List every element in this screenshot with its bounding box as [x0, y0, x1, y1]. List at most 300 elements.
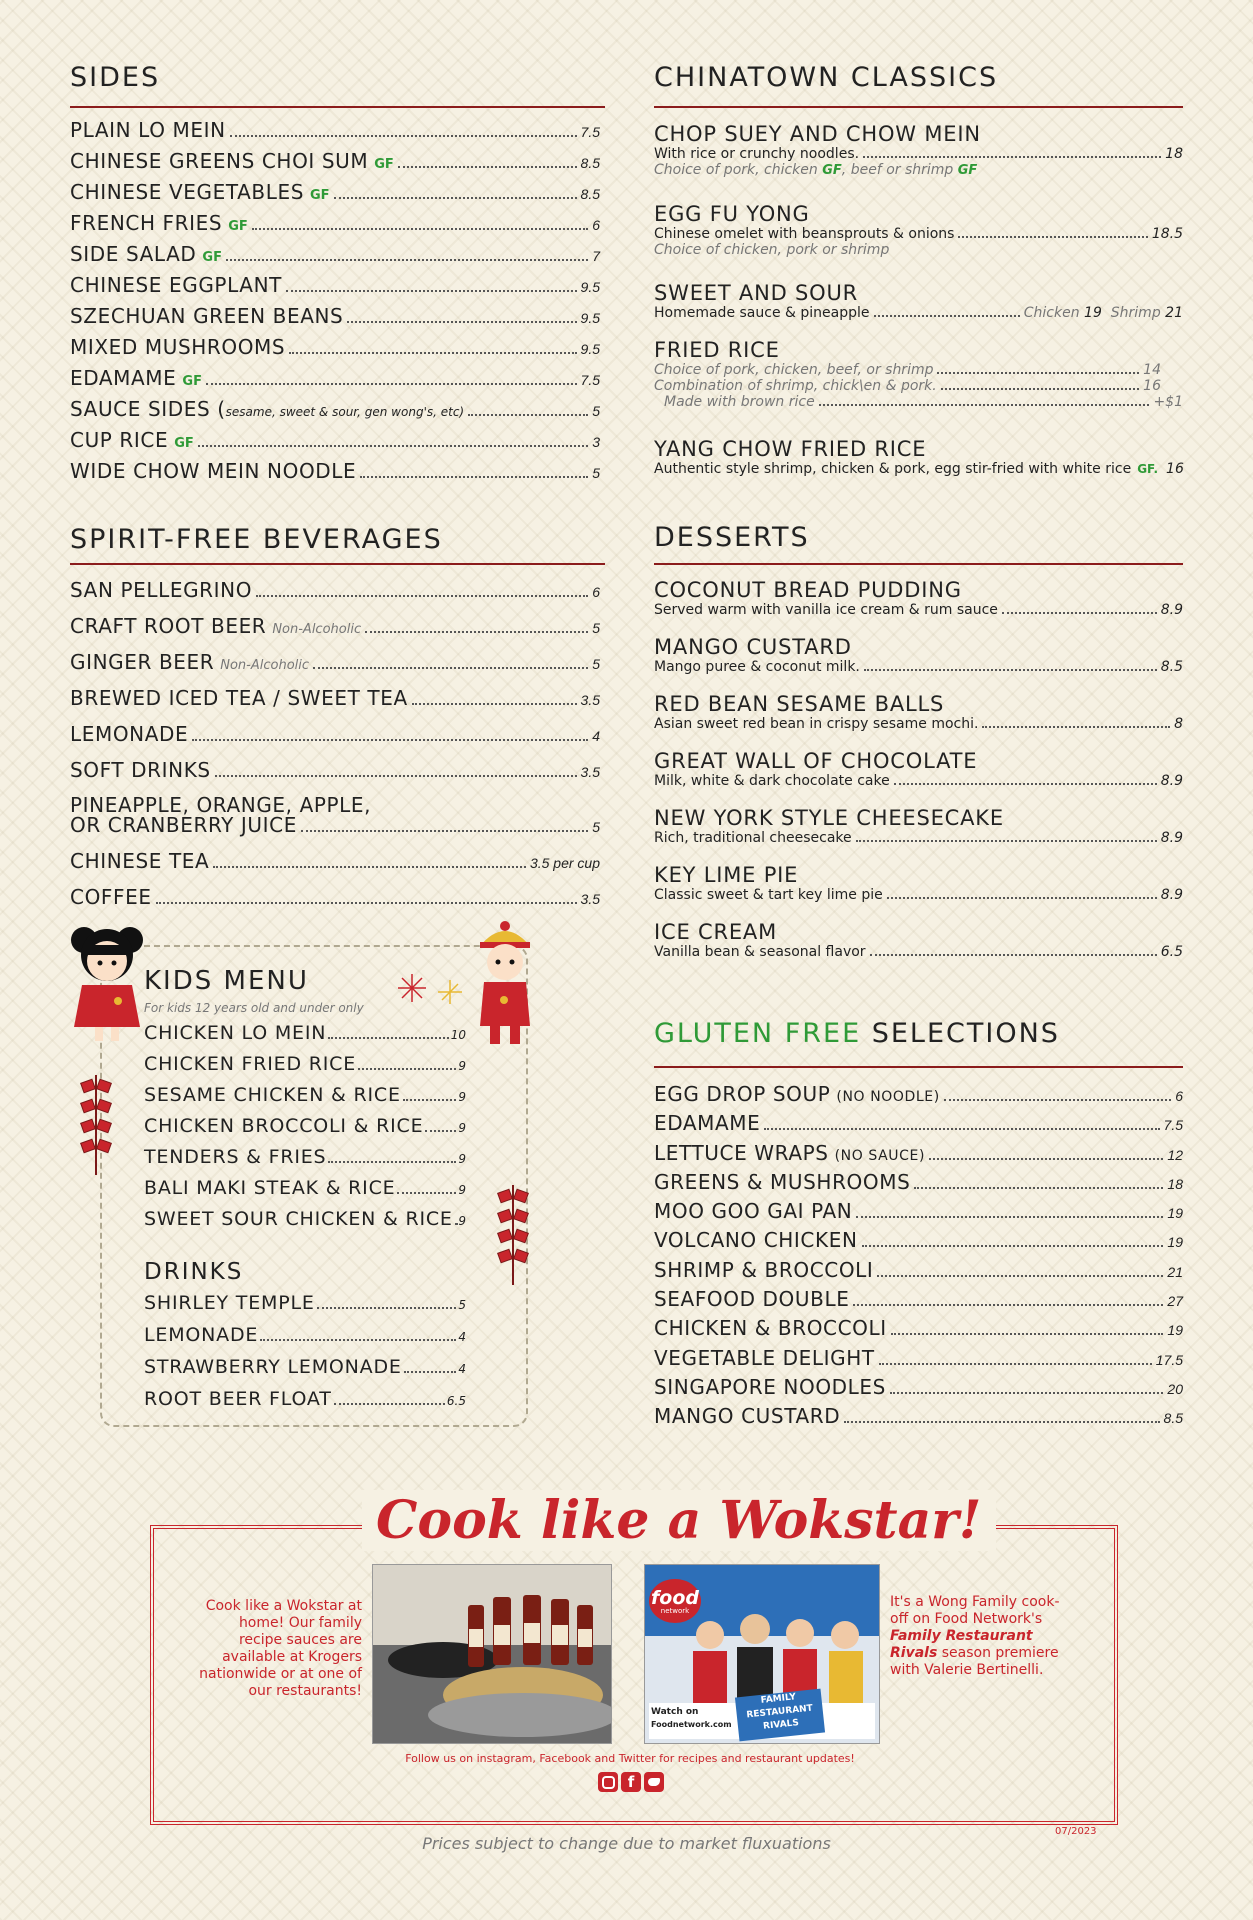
- menu-row: [70, 614, 600, 650]
- dot-leader: [260, 1339, 456, 1341]
- item-price: 9.5: [580, 310, 600, 326]
- item-option: Choice of pork, chicken, beef, or shrimp: [654, 362, 934, 378]
- dot-leader: [206, 383, 577, 385]
- item-name: FRIED RICE: [654, 338, 780, 362]
- item-name: WIDE CHOW MEIN NOODLE: [70, 459, 357, 483]
- menu-row: [70, 211, 600, 242]
- menu-row: [144, 1356, 466, 1378]
- dot-leader: [334, 1403, 445, 1405]
- rivals-banner-line: RIVALS: [762, 1718, 800, 1732]
- item-price: 8.5: [580, 186, 600, 202]
- item-price: 8: [1174, 716, 1183, 732]
- menu-row: [70, 242, 600, 273]
- item-desc-row: [654, 887, 1183, 903]
- dot-leader: [226, 259, 588, 261]
- menu-row: [144, 1292, 466, 1314]
- item-price: 6: [592, 217, 600, 233]
- dot-leader: [914, 1187, 1163, 1189]
- menu-row: [70, 813, 600, 849]
- dot-leader: [198, 445, 588, 447]
- item-name: LEMONADE: [70, 722, 189, 746]
- dot-leader: [853, 1304, 1163, 1306]
- egg-fu-yong-item: [654, 202, 1183, 258]
- classics-title: CHINATOWN CLASSICS: [654, 62, 999, 93]
- item-desc-row: [654, 659, 1183, 675]
- rivals-banner: [735, 1689, 825, 1742]
- food-network-logo: food: [649, 1579, 701, 1623]
- menu-row: [654, 1316, 1183, 1345]
- dot-leader: [864, 669, 1157, 671]
- menu-row: [70, 397, 600, 428]
- item-name: STRAWBERRY LEMONADE: [144, 1356, 402, 1378]
- item-desc: Rich, traditional cheesecake: [654, 830, 852, 846]
- item-price: 3.5: [580, 692, 600, 708]
- item-price: 21: [1165, 305, 1183, 321]
- sauce-bottles-photo: [372, 1564, 612, 1744]
- menu-row: [654, 1404, 1183, 1433]
- menu-row: [654, 1141, 1183, 1170]
- sides-rule: [70, 106, 605, 108]
- item-name: CHINESE EGGPLANT: [70, 273, 282, 297]
- dot-leader: [252, 228, 588, 230]
- fireworks-icon: [392, 970, 472, 1010]
- item-name: LEMONADE: [144, 1324, 259, 1346]
- dot-leader: [213, 866, 526, 868]
- item-name: SWEET SOUR CHICKEN & RICE: [144, 1208, 453, 1230]
- item-price: 4: [592, 728, 600, 744]
- item-price: 18: [1167, 1175, 1183, 1192]
- item-option: Choice of pork, chicken: [654, 162, 823, 178]
- dot-leader: [944, 1099, 1171, 1101]
- item-price: 12: [1167, 1146, 1183, 1163]
- item-price: 5: [592, 819, 600, 835]
- firecracker-right-icon: [495, 1185, 531, 1285]
- menu-row: [70, 722, 600, 758]
- item-desc-row: [654, 602, 1183, 618]
- menu-row: [144, 1146, 466, 1168]
- item-name: SEAFOOD DOUBLE: [654, 1287, 850, 1312]
- item-desc: Vanilla bean & seasonal flavor: [654, 944, 866, 960]
- sauce-bottles-image: [373, 1565, 611, 1743]
- dot-leader: [856, 1216, 1163, 1218]
- item-name: NEW YORK STYLE CHEESECAKE: [654, 806, 1004, 830]
- item-price: 19: [1167, 1322, 1183, 1339]
- item-price: 9: [458, 1214, 466, 1228]
- item-option: Made with brown rice: [664, 394, 815, 410]
- item-name: COFFEE: [70, 885, 152, 909]
- item-price: 5: [592, 656, 600, 672]
- dot-leader: [887, 897, 1157, 899]
- item-note: Non-Alcoholic: [272, 622, 362, 637]
- item-name: CHOP SUEY AND CHOW MEIN: [654, 122, 981, 146]
- item-name: KEY LIME PIE: [654, 863, 799, 887]
- gf-badge: GF: [228, 219, 248, 234]
- item-name: VOLCANO CHICKEN: [654, 1228, 858, 1253]
- item-name: SIDE SALAD: [70, 242, 197, 266]
- item-name: BALI MAKI STEAK & RICE: [144, 1177, 396, 1199]
- boy-illustration: [470, 918, 540, 1048]
- item-price: 8.5: [580, 155, 600, 171]
- item-name: EGG DROP SOUP: [654, 1082, 831, 1106]
- dot-leader: [856, 840, 1157, 842]
- prices-disclaimer: Prices subject to change due to market fluxuations: [422, 1834, 831, 1853]
- item-price: 14: [1143, 362, 1161, 378]
- gluten-free-title-rest: SELECTIONS: [871, 1018, 1060, 1049]
- item-name: CHINESE GREENS CHOI SUM: [70, 149, 369, 173]
- follow-text: Follow us on instagram, Facebook and Twitter for recipes and restaurant updates!: [405, 1752, 855, 1765]
- menu-row: [144, 1324, 466, 1346]
- item-name: SAN PELLEGRINO: [70, 578, 253, 602]
- gluten-free-rule: [654, 1066, 1183, 1068]
- show-name: Family Restaurant Rivals: [890, 1628, 1033, 1661]
- item-price: 7: [592, 248, 600, 264]
- item-name: SWEET AND SOUR: [654, 281, 859, 305]
- dot-leader: [455, 1223, 457, 1225]
- item-note: (NO SAUCE): [834, 1147, 926, 1164]
- menu-row: [144, 1053, 466, 1075]
- dot-leader: [301, 830, 588, 832]
- dessert-item: [654, 635, 1183, 692]
- item-desc: Chinese omelet with beansprouts & onions: [654, 226, 955, 242]
- item-name: MOO GOO GAI PAN: [654, 1199, 853, 1224]
- menu-row: [70, 459, 600, 490]
- item-name: ICE CREAM: [654, 920, 778, 944]
- dot-leader: [879, 1363, 1152, 1365]
- dot-leader: [192, 739, 588, 741]
- item-price: 6: [1175, 1088, 1183, 1104]
- menu-row: [654, 1346, 1183, 1375]
- item-name: SHIRLEY TEMPLE: [144, 1292, 315, 1314]
- promo-right-text: [890, 1594, 1060, 1679]
- social-icons: [598, 1772, 664, 1792]
- dessert-item: [654, 806, 1183, 863]
- menu-row: [70, 273, 600, 304]
- item-name: EDAMAME: [70, 366, 177, 390]
- item-name: SAUCE SIDES (: [70, 397, 226, 421]
- menu-row: [70, 650, 600, 686]
- menu-row: [70, 686, 600, 722]
- item-price: 19: [1167, 1234, 1183, 1251]
- item-note: sesame, sweet & sour, gen wong's, etc): [225, 405, 465, 419]
- kids-items-list: [144, 1022, 466, 1239]
- item-price: 17.5: [1155, 1351, 1183, 1368]
- item-name: EDAMAME: [654, 1111, 761, 1136]
- item-name: YANG CHOW FRIED RICE: [654, 437, 927, 461]
- item-price: 5: [592, 465, 600, 481]
- item-price: 4: [458, 1362, 466, 1376]
- item-name: PINEAPPLE, ORANGE, APPLE,: [70, 793, 372, 817]
- option-label: Shrimp: [1110, 305, 1161, 321]
- item-name: BREWED ICED TEA / SWEET TEA: [70, 686, 408, 710]
- dot-leader: [844, 1421, 1159, 1423]
- item-price: 9: [458, 1152, 466, 1166]
- firecracker-left-icon: [78, 1075, 114, 1175]
- kids-drinks-list: [144, 1292, 466, 1420]
- gf-badge: GF.: [1137, 462, 1159, 476]
- item-price: 6.5: [1160, 944, 1183, 960]
- item-name: GREENS & MUSHROOMS: [654, 1169, 911, 1194]
- dot-leader: [890, 1392, 1163, 1394]
- item-name: TENDERS & FRIES: [144, 1146, 327, 1168]
- item-name: GREAT WALL OF CHOCOLATE: [654, 749, 978, 773]
- menu-row: [654, 1228, 1183, 1257]
- menu-row: [70, 758, 600, 793]
- dot-leader: [862, 1245, 1164, 1247]
- item-name: SINGAPORE NOODLES: [654, 1374, 886, 1399]
- dot-leader: [398, 166, 577, 168]
- dot-leader: [334, 197, 577, 199]
- menu-row: [70, 118, 600, 149]
- watch-url: Foodnetwork.com: [651, 1720, 732, 1729]
- menu-row: [144, 1115, 466, 1137]
- menu-row: [70, 180, 600, 211]
- item-price: 3.5: [580, 891, 600, 907]
- menu-row: [654, 1375, 1183, 1404]
- item-price: 9: [458, 1090, 466, 1104]
- dot-leader: [877, 1275, 1163, 1277]
- dot-leader: [347, 321, 576, 323]
- item-name: CHICKEN LO MEIN: [144, 1022, 327, 1044]
- instagram-icon[interactable]: [598, 1772, 618, 1792]
- promo-headline: Cook like a Wokstar!: [362, 1490, 996, 1551]
- menu-row: [70, 335, 600, 366]
- menu-row: [654, 1170, 1183, 1199]
- item-desc-row: [654, 830, 1183, 846]
- gf-badge: GF: [957, 163, 978, 178]
- item-name: LETTUCE WRAPS: [654, 1140, 829, 1165]
- item-desc-row: [654, 716, 1183, 732]
- item-price: 5: [592, 403, 600, 419]
- item-option: , beef or shrimp: [841, 162, 958, 178]
- item-name: SHRIMP & BROCCOLI: [654, 1257, 874, 1282]
- item-price: 20: [1167, 1380, 1183, 1397]
- menu-row: [70, 793, 600, 817]
- item-price: 7.5: [1163, 1117, 1183, 1134]
- item-price: 5: [458, 1298, 466, 1312]
- rivals-banner-line: RESTAURANT: [746, 1703, 814, 1721]
- item-name: CHICKEN FRIED RICE: [144, 1053, 357, 1075]
- item-price: 21: [1167, 1263, 1183, 1280]
- girl-illustration: [62, 915, 152, 1045]
- item-desc: Authentic style shrimp, chicken & pork, egg stir-fried with white rice: [654, 461, 1132, 477]
- gluten-free-title-green: GLUTEN FREE: [654, 1018, 862, 1049]
- promo-left-text: Cook like a Wokstar at home! Our family recipe sauces are available at Krogers nationwide or at one of our restaurants!: [199, 1598, 362, 1699]
- dot-leader: [358, 1068, 456, 1070]
- menu-row: [654, 1258, 1183, 1287]
- gf-badge: GF: [822, 163, 842, 178]
- kids-menu-subtitle: For kids 12 years old and under only: [144, 1001, 364, 1015]
- item-name: SESAME CHICKEN & RICE: [144, 1084, 401, 1106]
- item-note: Non-Alcoholic: [220, 658, 310, 673]
- menu-row: [144, 1388, 466, 1410]
- item-option: Combination of shrimp, chick\en & pork.: [654, 378, 937, 394]
- promo-right-text-a: It's a Wong Family cook-off on Food Network's: [890, 1594, 1060, 1627]
- item-price: 19: [1167, 1205, 1183, 1222]
- menu-row: [144, 1177, 466, 1199]
- dot-leader: [870, 954, 1157, 956]
- dot-leader: [230, 135, 577, 137]
- option-label: Chicken: [1023, 305, 1080, 321]
- dessert-item: [654, 692, 1183, 749]
- fried-rice-item: [654, 338, 1183, 410]
- facebook-icon[interactable]: f: [621, 1772, 641, 1792]
- desserts-title: DESSERTS: [654, 522, 810, 553]
- classics-rule: [654, 106, 1183, 108]
- item-option: Choice of chicken, pork or shrimp: [654, 242, 890, 258]
- item-price: 9.5: [580, 279, 600, 295]
- dot-leader: [894, 783, 1157, 785]
- item-name: ROOT BEER FLOAT: [144, 1388, 332, 1410]
- chop-suey-item: [654, 122, 1183, 178]
- dessert-item: [654, 920, 1183, 977]
- item-price: 19: [1084, 305, 1102, 321]
- gluten-free-title: [654, 1018, 1060, 1049]
- menu-row: [144, 1208, 466, 1230]
- item-price: 8.9: [1160, 602, 1183, 618]
- menu-row: [70, 304, 600, 335]
- item-price: 27: [1167, 1293, 1183, 1310]
- dot-leader: [365, 631, 588, 633]
- menu-row: [70, 366, 600, 397]
- dot-leader: [1002, 612, 1157, 614]
- menu-row: [654, 1287, 1183, 1316]
- item-name: RED BEAN SESAME BALLS: [654, 692, 945, 716]
- gf-badge: GF: [309, 188, 330, 203]
- item-price: 10: [450, 1028, 466, 1042]
- sweet-and-sour-item: [654, 281, 1183, 321]
- item-name: CUP RICE: [70, 428, 169, 452]
- gf-badge: GF: [174, 436, 194, 451]
- item-price: 9: [458, 1121, 466, 1135]
- item-name: CHINESE VEGETABLES: [70, 180, 304, 204]
- dessert-item: [654, 578, 1183, 635]
- menu-row: [70, 578, 600, 614]
- item-price: 5: [592, 620, 600, 636]
- rivals-banner-line: FAMILY: [760, 1692, 797, 1706]
- item-price: 7.5: [580, 372, 600, 388]
- dot-leader: [256, 595, 588, 597]
- dot-leader: [468, 414, 588, 416]
- item-price: 9.5: [580, 341, 600, 357]
- item-name: COCONUT BREAD PUDDING: [654, 578, 962, 602]
- item-name: CRAFT ROOT BEER: [70, 614, 267, 638]
- item-desc: Asian sweet red bean in crispy sesame mochi.: [654, 716, 979, 732]
- menu-row: [70, 149, 600, 180]
- dessert-item: [654, 749, 1183, 806]
- dot-leader: [360, 476, 588, 478]
- dot-leader: [156, 902, 577, 904]
- item-name: SZECHUAN GREEN BEANS: [70, 304, 344, 328]
- dot-leader: [929, 1158, 1163, 1160]
- item-name: MIXED MUSHROOMS: [70, 335, 286, 359]
- item-desc: Served warm with vanilla ice cream & rum sauce: [654, 602, 998, 618]
- dot-leader: [397, 1192, 456, 1194]
- watch-label: Watch on: [651, 1707, 699, 1717]
- dot-leader: [289, 352, 576, 354]
- dot-leader: [404, 1371, 457, 1373]
- item-name: GINGER BEER: [70, 650, 215, 674]
- beverages-list: [70, 578, 600, 921]
- menu-row: [654, 1111, 1183, 1140]
- item-price: 3.5 per cup: [529, 855, 600, 871]
- dot-leader: [317, 1307, 457, 1309]
- menu-row: [654, 1082, 1183, 1111]
- dot-leader: [313, 667, 588, 669]
- food-network-logo-sub: network: [660, 1607, 690, 1615]
- desserts-rule: [654, 563, 1183, 565]
- dot-leader: [403, 1099, 457, 1101]
- gluten-free-list: [654, 1082, 1183, 1434]
- item-price: 9: [458, 1183, 466, 1197]
- beverages-rule: [70, 563, 605, 565]
- item-price: 8.5: [1160, 659, 1183, 675]
- item-price: 8.9: [1160, 887, 1183, 903]
- food-network-photo: [644, 1564, 880, 1744]
- dessert-item: [654, 863, 1183, 920]
- dot-leader: [425, 1130, 456, 1132]
- menu-row: [144, 1084, 466, 1106]
- sides-title: SIDES: [70, 62, 161, 93]
- dot-leader: [328, 1161, 456, 1163]
- item-name: OR CRANBERRY JUICE: [70, 813, 297, 837]
- item-price: +$1: [1153, 394, 1183, 410]
- item-price: 18.5: [1151, 226, 1183, 242]
- menu-date: 07/2023: [1055, 1826, 1097, 1837]
- item-name: CHICKEN BROCCOLI & RICE: [144, 1115, 424, 1137]
- item-price: 3.5: [580, 764, 600, 780]
- menu-row: [144, 1022, 466, 1044]
- item-price: 3: [592, 434, 600, 450]
- item-name: VEGETABLE DELIGHT: [654, 1345, 875, 1370]
- item-desc: With rice or crunchy noodles.: [654, 146, 860, 162]
- twitter-icon[interactable]: [644, 1772, 664, 1792]
- item-desc-row: [654, 944, 1183, 960]
- item-desc: Homemade sauce & pineapple: [654, 305, 870, 321]
- item-price: 16: [1166, 461, 1184, 477]
- dot-leader: [215, 775, 577, 777]
- item-name: EGG FU YONG: [654, 202, 810, 226]
- beverages-title: SPIRIT-FREE BEVERAGES: [70, 524, 443, 555]
- item-desc: Milk, white & dark chocolate cake: [654, 773, 890, 789]
- desserts-list: [654, 578, 1183, 977]
- item-price: 6.5: [446, 1394, 466, 1408]
- item-price: 4: [458, 1330, 466, 1344]
- item-name: MANGO CUSTARD: [654, 635, 852, 659]
- kids-menu-title: KIDS MENU: [144, 966, 309, 996]
- item-desc-row: [654, 773, 1183, 789]
- promo-right-text-c: season premiere with Valerie Bertinelli.: [890, 1645, 1059, 1678]
- item-name: PLAIN LO MEIN: [70, 118, 226, 142]
- item-note: (NO NOODLE): [836, 1089, 940, 1105]
- kids-drinks-title: DRINKS: [144, 1259, 244, 1285]
- item-price: 18: [1165, 146, 1183, 162]
- dot-leader: [982, 726, 1170, 728]
- gf-badge: GF: [374, 157, 394, 172]
- sides-list: [70, 118, 600, 490]
- dot-leader: [764, 1128, 1159, 1130]
- menu-row: [70, 849, 600, 885]
- item-name: SOFT DRINKS: [70, 758, 211, 782]
- item-price: 16: [1143, 378, 1161, 394]
- gf-badge: GF: [202, 250, 222, 265]
- yang-chow-item: [654, 437, 1183, 477]
- item-name: MANGO CUSTARD: [654, 1404, 841, 1429]
- item-price: 8.9: [1160, 773, 1183, 789]
- item-name: FRENCH FRIES: [70, 211, 223, 235]
- item-desc: Mango puree & coconut milk.: [654, 659, 860, 675]
- dot-leader: [891, 1333, 1164, 1335]
- dot-leader: [286, 290, 577, 292]
